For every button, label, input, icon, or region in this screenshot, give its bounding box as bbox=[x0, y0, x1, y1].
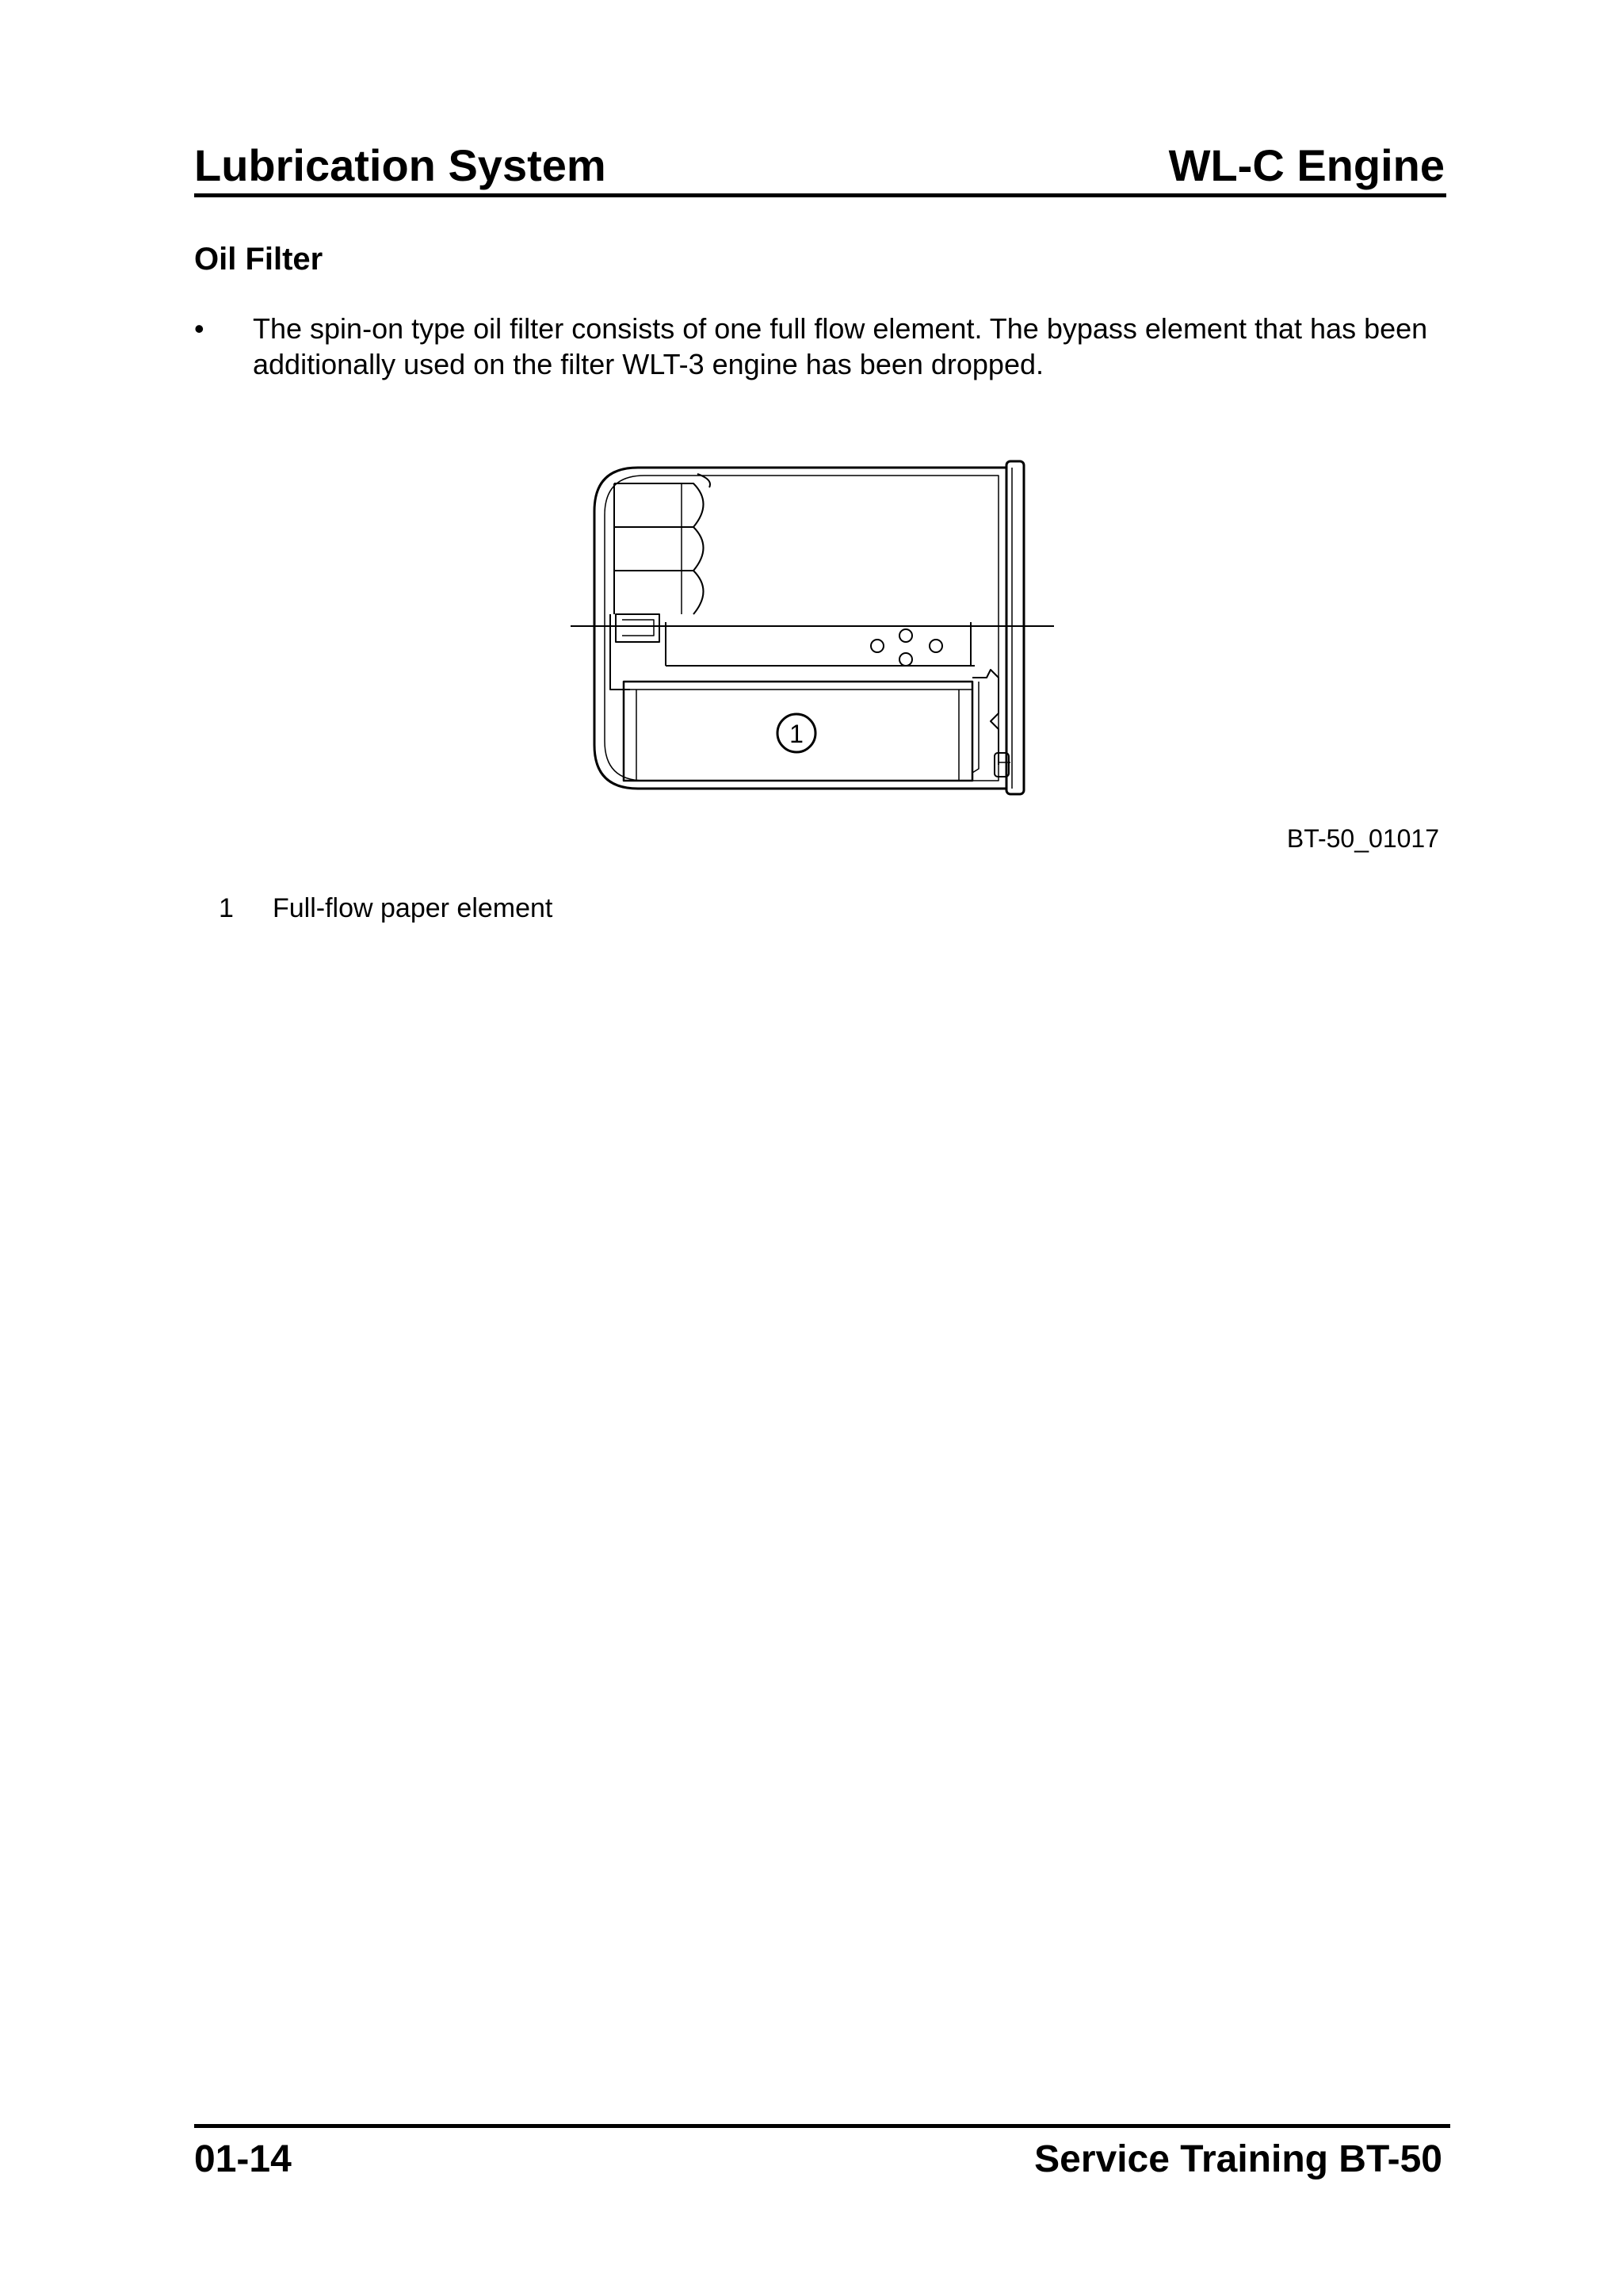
relief-valve-outline bbox=[972, 670, 999, 765]
bullet-text: The spin-on type oil filter consists of one full flow element. The bypass element that has been additionally used on the filter WLT-3 engine has been dropped. bbox=[253, 312, 1428, 380]
page-number: 01-14 bbox=[194, 2138, 292, 2180]
legend-item-number: 1 bbox=[219, 893, 234, 923]
pleat-1 bbox=[614, 483, 704, 527]
pleat-3 bbox=[614, 571, 704, 614]
header-engine-title: WL-C Engine bbox=[1168, 140, 1445, 190]
footer-publication-title: Service Training BT-50 bbox=[1034, 2138, 1442, 2180]
oil-filter-diagram bbox=[567, 452, 1058, 800]
pleat-2 bbox=[614, 527, 704, 571]
perforation-hole bbox=[871, 640, 884, 652]
perforation-hole bbox=[899, 653, 912, 666]
legend-item-text: Full-flow paper element bbox=[273, 893, 553, 923]
oil-filter-illustration bbox=[567, 452, 1058, 800]
section-title: Oil Filter bbox=[194, 242, 323, 277]
figure-reference-id: BT-50_01017 bbox=[1286, 824, 1439, 853]
perforation-hole bbox=[899, 629, 912, 642]
page-footer bbox=[194, 2124, 1450, 2183]
header-section-title: Lubrication System bbox=[194, 140, 606, 190]
bullet-icon: • bbox=[194, 312, 204, 345]
base-plate bbox=[1006, 461, 1024, 794]
page-header bbox=[194, 138, 1446, 197]
left-seal bbox=[616, 614, 659, 642]
perforation-hole bbox=[930, 640, 942, 652]
callout-number: 1 bbox=[789, 720, 804, 748]
left-seal-inner bbox=[622, 620, 654, 636]
